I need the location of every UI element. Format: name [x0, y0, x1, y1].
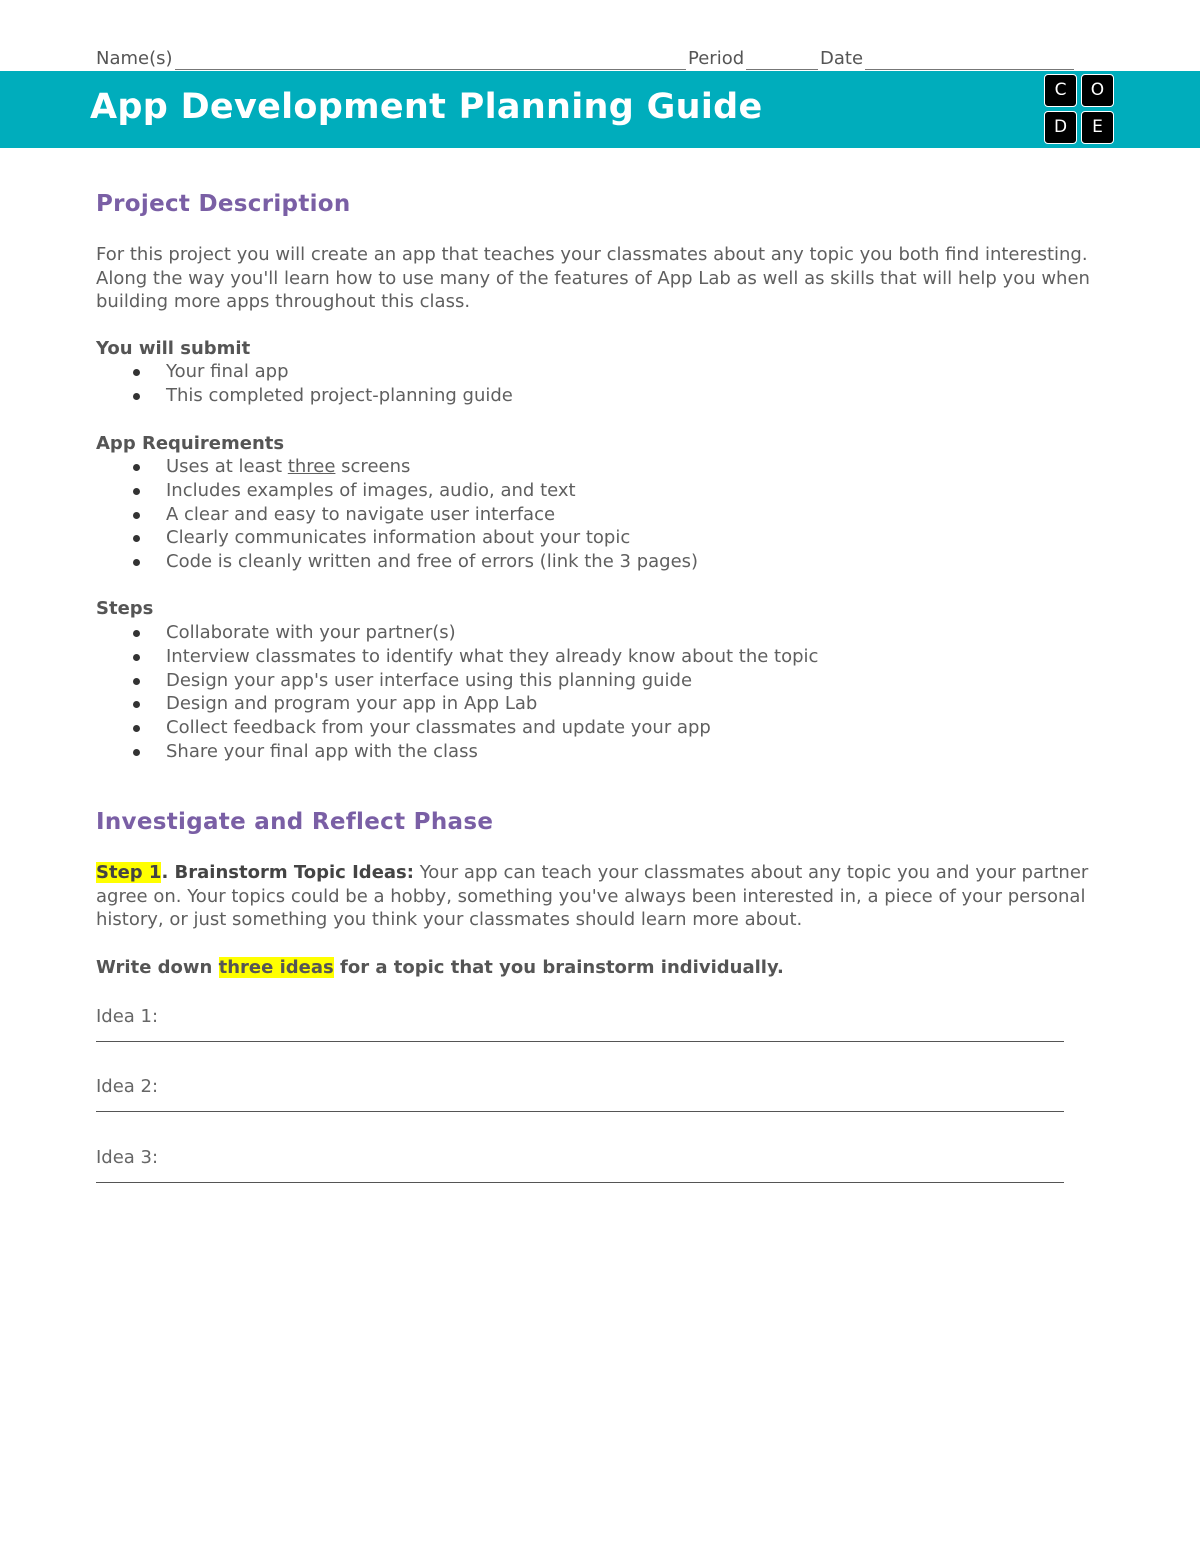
names-label: Name(s) [96, 48, 173, 69]
investigate-heading: Investigate and Reflect Phase [96, 809, 494, 835]
step-text: Your app can teach your classmates about any topic you and your partner agree on. Your topics could be a hobby, something you've always been interested in, a piece of your personal history, or just something you think your classmates should learn more about. [96, 862, 1089, 930]
list-item: A clear and easy to navigate user interface [96, 503, 698, 527]
step-title: . Brainstorm Topic Ideas: [161, 862, 414, 883]
steps-list [96, 621, 818, 764]
list-item: Your final app [96, 360, 513, 384]
submit-label: You will submit [96, 338, 251, 359]
list-item: Collect feedback from your classmates and update your app [96, 716, 818, 740]
idea-2-label: Idea 2: [96, 1076, 159, 1097]
list-item: Design and program your app in App Lab [96, 692, 818, 716]
instruction-highlight: three ideas [218, 957, 334, 978]
code-logo [1044, 74, 1116, 146]
title-banner [0, 71, 1200, 148]
step1-paragraph [96, 861, 1136, 932]
name-period-date-row [96, 48, 1074, 70]
requirement-text-after: screens [335, 456, 411, 477]
project-description-heading: Project Description [96, 191, 351, 217]
logo-letter-e: E [1081, 111, 1114, 144]
requirements-label: App Requirements [96, 433, 285, 454]
list-item: This completed project-planning guide [96, 384, 513, 408]
idea-3-label: Idea 3: [96, 1147, 159, 1168]
submit-list [96, 360, 513, 408]
date-label: Date [820, 48, 864, 69]
instruction-after: for a topic that you brainstorm individually. [333, 957, 784, 978]
period-label: Period [688, 48, 745, 69]
logo-letter-c: C [1044, 74, 1077, 107]
list-item: Collaborate with your partner(s) [96, 621, 818, 645]
idea-3-field[interactable] [96, 1147, 1064, 1183]
step-tag: Step 1 [96, 862, 162, 883]
idea-1-field[interactable] [96, 1006, 1064, 1042]
page-title: App Development Planning Guide [90, 87, 763, 127]
list-item: Code is cleanly written and free of errors (link the 3 pages) [96, 550, 698, 574]
name-line[interactable] [96, 69, 1074, 70]
requirement-underlined: three [287, 456, 336, 477]
list-item: Interview classmates to identify what they already know about the topic [96, 645, 818, 669]
logo-letter-d: D [1044, 111, 1077, 144]
steps-label: Steps [96, 598, 154, 619]
list-item: Clearly communicates information about your topic [96, 526, 698, 550]
idea-1-label: Idea 1: [96, 1006, 159, 1027]
instruction-before: Write down [96, 957, 219, 978]
list-item: Design your app's user interface using this planning guide [96, 669, 818, 693]
requirements-list [96, 455, 698, 574]
idea-2-field[interactable] [96, 1076, 1064, 1112]
instruction [96, 957, 784, 978]
logo-letter-o: O [1081, 74, 1114, 107]
requirement-text-before: Uses at least [166, 456, 288, 477]
list-item: Share your final app with the class [96, 740, 818, 764]
list-item [96, 455, 698, 479]
list-item: Includes examples of images, audio, and text [96, 479, 698, 503]
project-description-paragraph: For this project you will create an app that teaches your classmates about any topic you both find interesting. Along the way you'll learn how to use many of the features of App Lab as well as skills that will help you when building more apps throughout this class. [96, 244, 1090, 312]
